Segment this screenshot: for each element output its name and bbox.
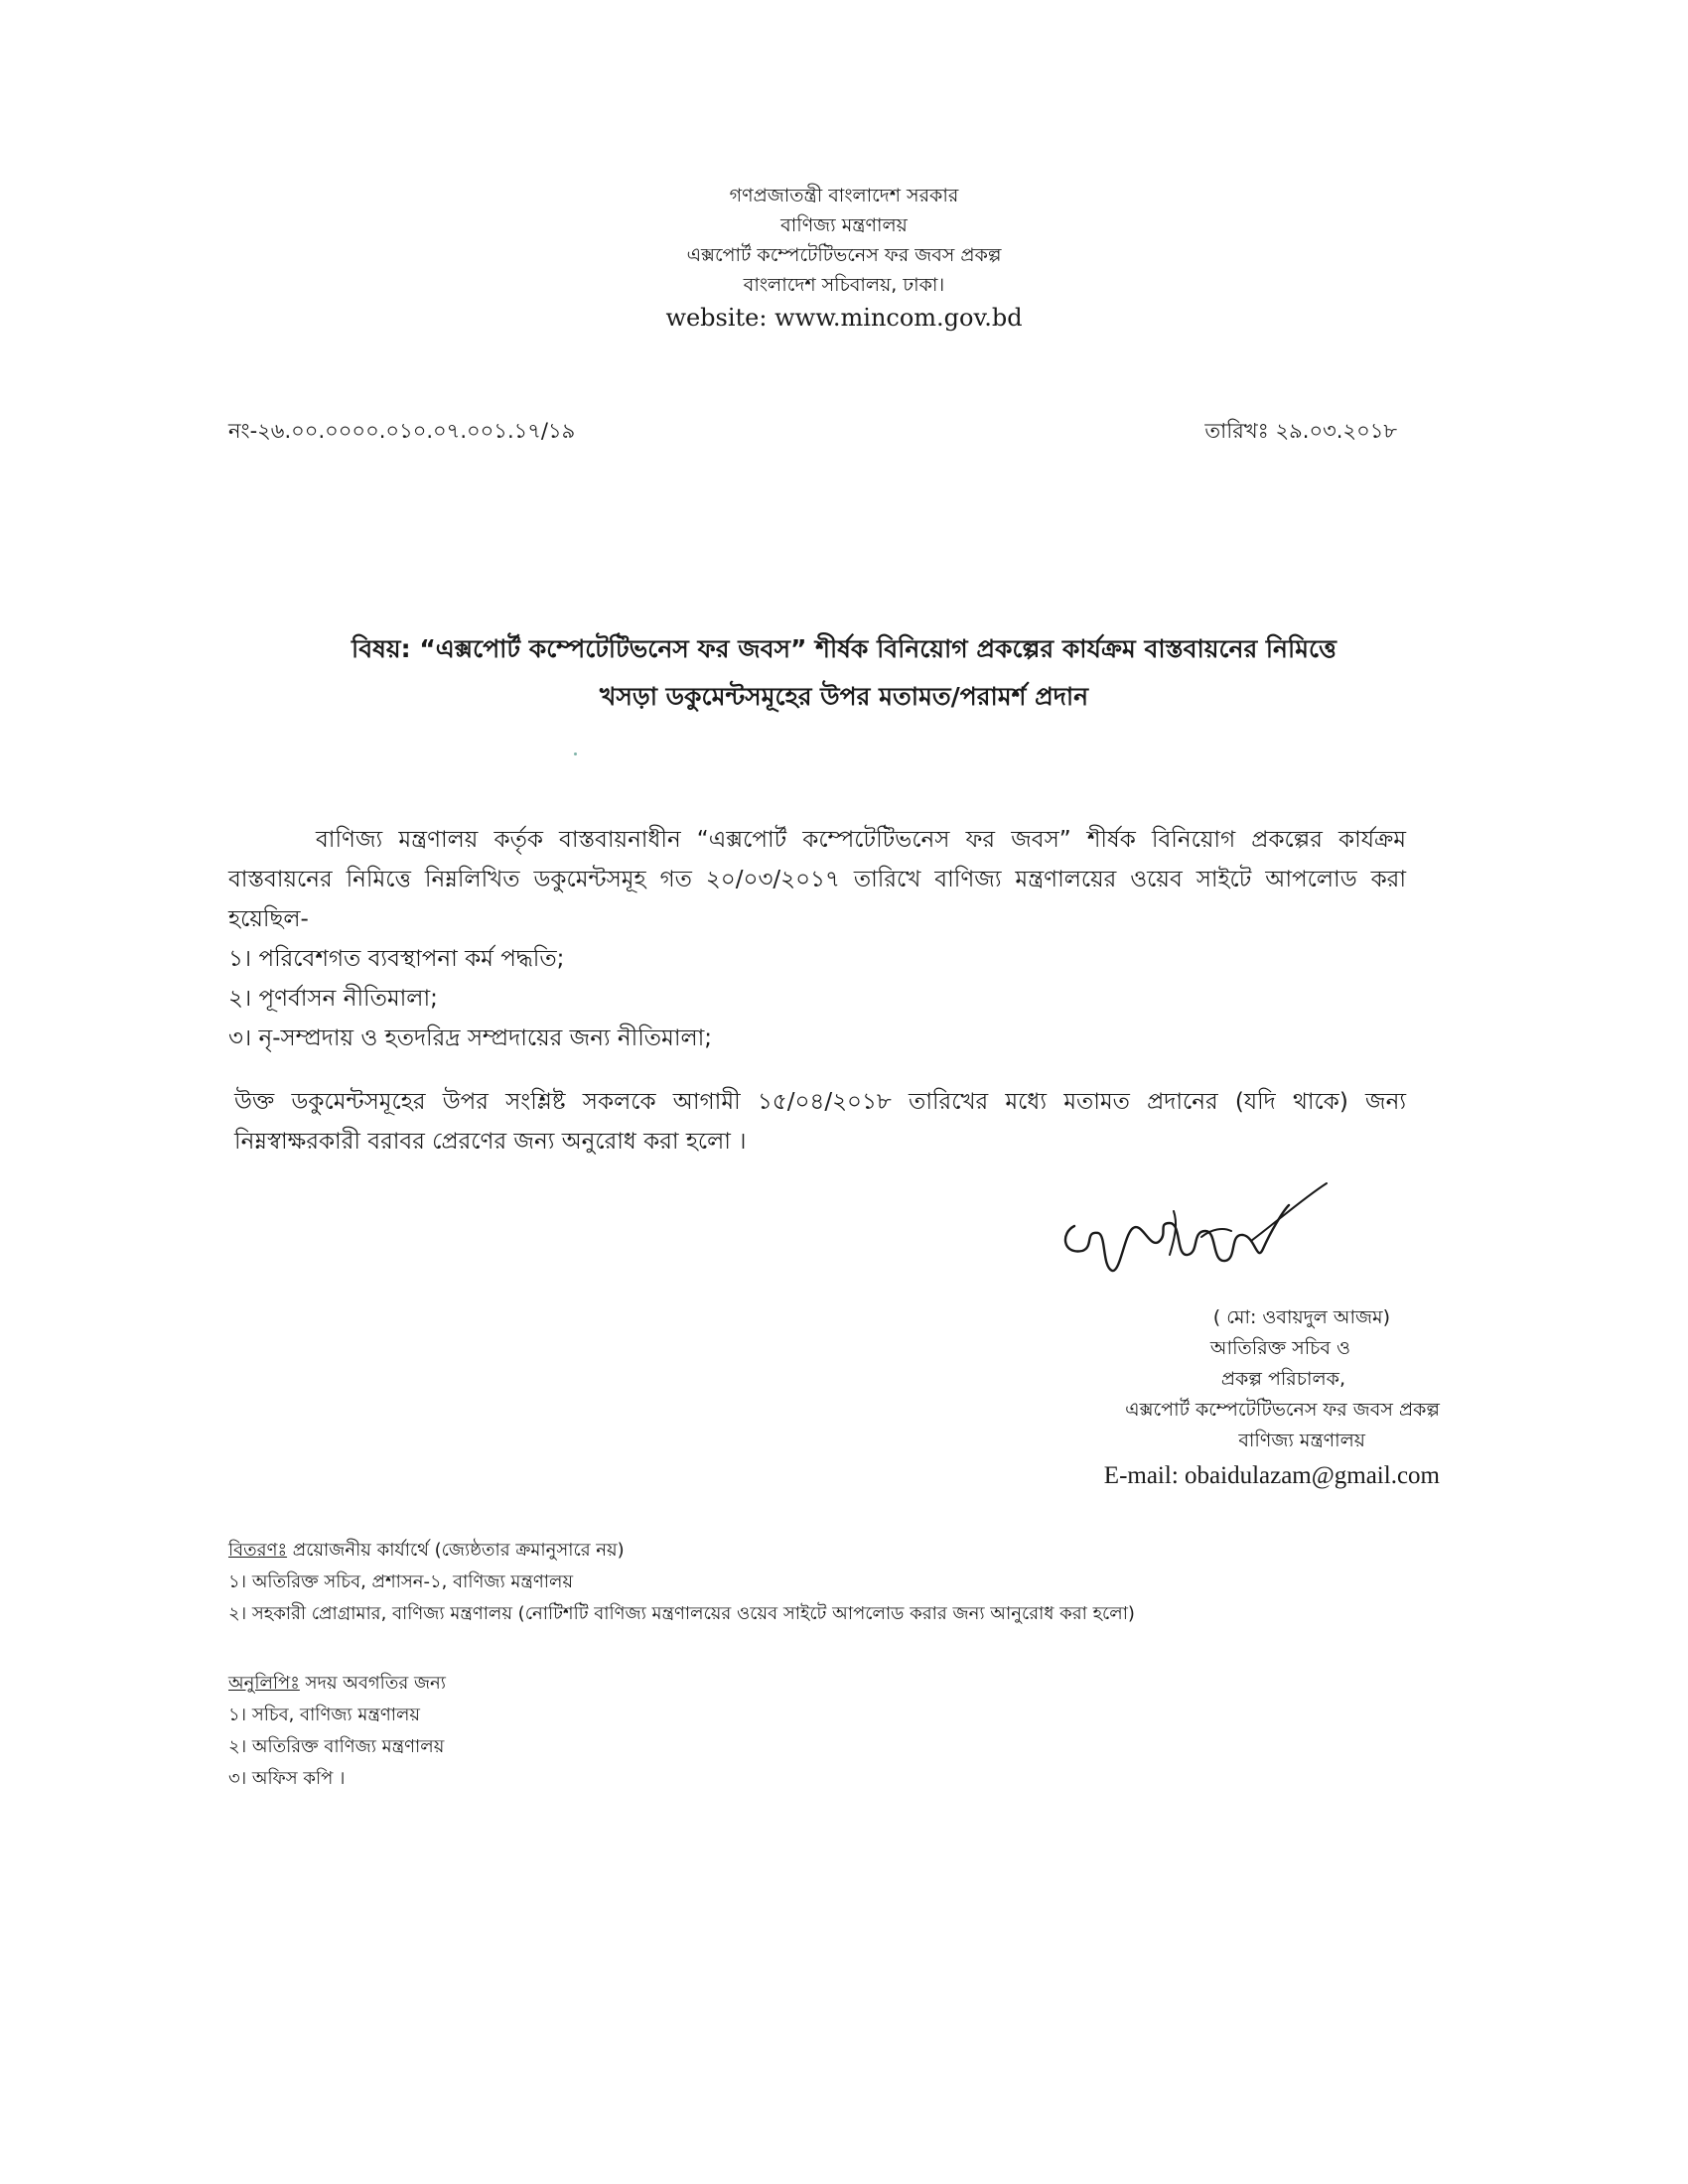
subject <box>169 625 1519 721</box>
copy-heading: অনুলিপিঃ সদয় অবগতির জন্য <box>228 1673 447 1694</box>
signature-icon <box>1053 1171 1350 1300</box>
signatory-email: E-mail: obaidulazam@gmail.com <box>1103 1462 1440 1489</box>
header-line-project: এক্সপোর্ট কম্পেটেটিভনেস ফর জবস প্রকল্প <box>686 244 1002 266</box>
header-line-government: গণপ্রজাতন্ত্রী বাংলাদেশ সরকার <box>729 185 959 206</box>
body-intro: বাণিজ্য মন্ত্রণালয় কর্তৃক বাস্তবায়নাধীন “এক্সপোর্ট কম্পেটেটিভনেস ফর জবস” শীর্ষক বিনিয়োগ প্রকল্পের কার্যক্রম বাস্তবায়নের নিমিত্তে নিম্নলিখিত ডকুমেন্টসমূহ গত ২০/০৩/২০১৭ তারিখে বাণিজ্য মন্ত্রণালয়ের ওয়েব সাইটে আপলোড করা হয়েছিল- <box>228 827 1406 932</box>
list-item: ২। সহকারী প্রোগ্রামার, বাণিজ্য মন্ত্রণালয় (নোটিশটি বাণিজ্য মন্ত্রণালয়ের ওয়েব সাইটে আপলোড করার জন্য আনুরোধ করা হলো) <box>228 1603 1135 1624</box>
header-line-ministry: বাণিজ্য মন্ত্রণালয় <box>780 214 908 236</box>
signature-block <box>884 1302 1440 1491</box>
list-item: ১। পরিবেশগত ব্যবস্থাপনা কর্ম পদ্ধতি; <box>228 946 565 972</box>
header-line-address: বাংলাদেশ সচিবালয়, ঢাকা। <box>743 274 945 296</box>
list-item: ২। পূণর্বাসন নীতিমালা; <box>228 986 438 1012</box>
distribution-section <box>228 1535 1135 1630</box>
copy-label: অনুলিপিঃ <box>228 1673 300 1694</box>
list-item: ১। অতিরিক্ত সচিব, প্রশাসন-১, বাণিজ্য মন্ত্রণালয় <box>228 1571 574 1592</box>
subject-line-2: খসড়া ডকুমেন্টসমূহের উপর মতামত/পরামর্শ প্রদান <box>599 682 1089 711</box>
signatory-ministry: বাণিজ্য মন্ত্রণালয় <box>1238 1430 1365 1451</box>
signatory-title: আতিরিক্ত সচিব ও <box>1209 1337 1350 1359</box>
list-item: ১। সচিব, বাণিজ্য মন্ত্রণালয় <box>228 1705 420 1725</box>
document-list <box>228 939 712 1058</box>
distribution-label: বিতরণঃ <box>228 1540 288 1561</box>
signatory-project: এক্সপোর্ট কম্পেটেটিভনেস ফর জবস প্রকল্প <box>1125 1399 1440 1421</box>
distribution-heading: বিতরণঃ প্রয়োজনীয় কার্যার্থে (জ্যেষ্ঠতার ক্রমানুসারে নয়) <box>228 1540 625 1561</box>
body-request: উক্ত ডকুমেন্টসমূহের উপর সংশ্লিষ্ট সকলকে আগামী ১৫/০৪/২০১৮ তারিখের মধ্যে মতামত প্রদানের (যদি থাকে) জন্য নিম্নস্বাক্ষরকারী বরাবর প্রেরণের জন্য অনুরোধ করা হলো । <box>234 1089 1406 1155</box>
signatory-name: ( মো: ওবায়দুল আজম) <box>1212 1306 1390 1328</box>
letterhead <box>447 181 1241 332</box>
letter-date: তারিখঃ ২৯.০৩.২০১৮ <box>1204 419 1397 443</box>
list-item: ২। অতিরিক্ত বাণিজ্য মন্ত্রণালয় <box>228 1736 445 1757</box>
subject-line-1: বিষয়: “এক্সপোর্ট কম্পেটেটিভনেস ফর জবস” শীর্ষক বিনিয়োগ প্রকল্পের কার্যক্রম বাস্তবায়নের নিমিত্তে <box>352 634 1336 663</box>
list-item: ৩। নৃ-সম্প্রদায় ও হতদরিদ্র সম্প্রদায়ের জন্য নীতিমালা; <box>228 1025 713 1051</box>
reference-number: নং-২৬.০০.০০০০.০১০.০৭.০০১.১৭/১৯ <box>228 419 576 443</box>
copy-section <box>228 1668 446 1795</box>
list-item: ৩। অফিস কপি । <box>228 1768 346 1789</box>
header-website: website: www.mincom.gov.bd <box>665 304 1023 332</box>
scan-speck <box>574 752 577 755</box>
signatory-role: প্রকল্প পরিচালক, <box>1220 1368 1345 1390</box>
